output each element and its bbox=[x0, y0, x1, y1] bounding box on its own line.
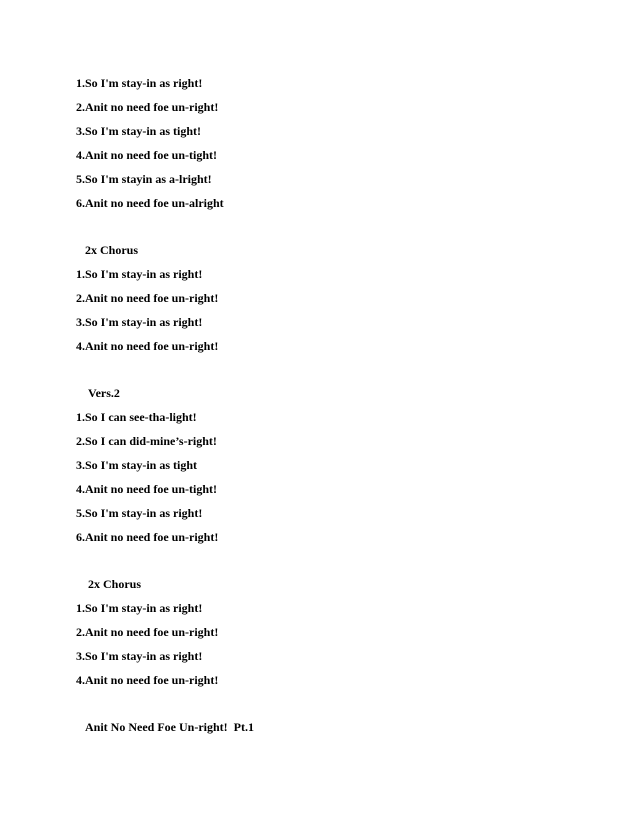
lyric-line: 3.So I'm stay-in as tight! bbox=[76, 124, 202, 138]
lyric-line: 2.Anit no need foe un-right! bbox=[76, 625, 219, 639]
lyric-line: 6.Anit no need foe un-right! bbox=[76, 530, 219, 544]
lyric-line: 4.Anit no need foe un-tight! bbox=[76, 148, 218, 162]
lyric-line: 2.So I can did-mine’s-right! bbox=[76, 434, 217, 448]
section-heading: Vers.2 bbox=[88, 386, 120, 400]
lyric-line: 4.Anit no need foe un-right! bbox=[76, 339, 219, 353]
lyric-line: 1.So I'm stay-in as right! bbox=[76, 267, 203, 281]
section-heading: 2x Chorus bbox=[85, 243, 139, 257]
lyric-line: 6.Anit no need foe un-alright bbox=[76, 196, 224, 210]
lyric-line: 1.So I'm stay-in as right! bbox=[76, 76, 203, 90]
lyric-line: 3.So I'm stay-in as tight bbox=[76, 458, 198, 472]
lyric-line: 5.So I'm stayin as a-lright! bbox=[76, 172, 212, 186]
lyric-line: 3.So I'm stay-in as right! bbox=[76, 649, 203, 663]
lyric-line: 3.So I'm stay-in as right! bbox=[76, 315, 203, 329]
lyric-line: 4.Anit no need foe un-right! bbox=[76, 673, 219, 687]
lyric-line: 1.So I can see-tha-light! bbox=[76, 410, 197, 424]
lyric-line: 4.Anit no need foe un-tight! bbox=[76, 482, 218, 496]
lyric-line: 1.So I'm stay-in as right! bbox=[76, 601, 203, 615]
song-title: Anit No Need Foe Un-right! Pt.1 bbox=[85, 720, 254, 734]
lyric-line: 5.So I'm stay-in as right! bbox=[76, 506, 203, 520]
lyric-line: 2.Anit no need foe un-right! bbox=[76, 291, 219, 305]
lyric-line: 2.Anit no need foe un-right! bbox=[76, 100, 219, 114]
section-heading: 2x Chorus bbox=[88, 577, 142, 591]
